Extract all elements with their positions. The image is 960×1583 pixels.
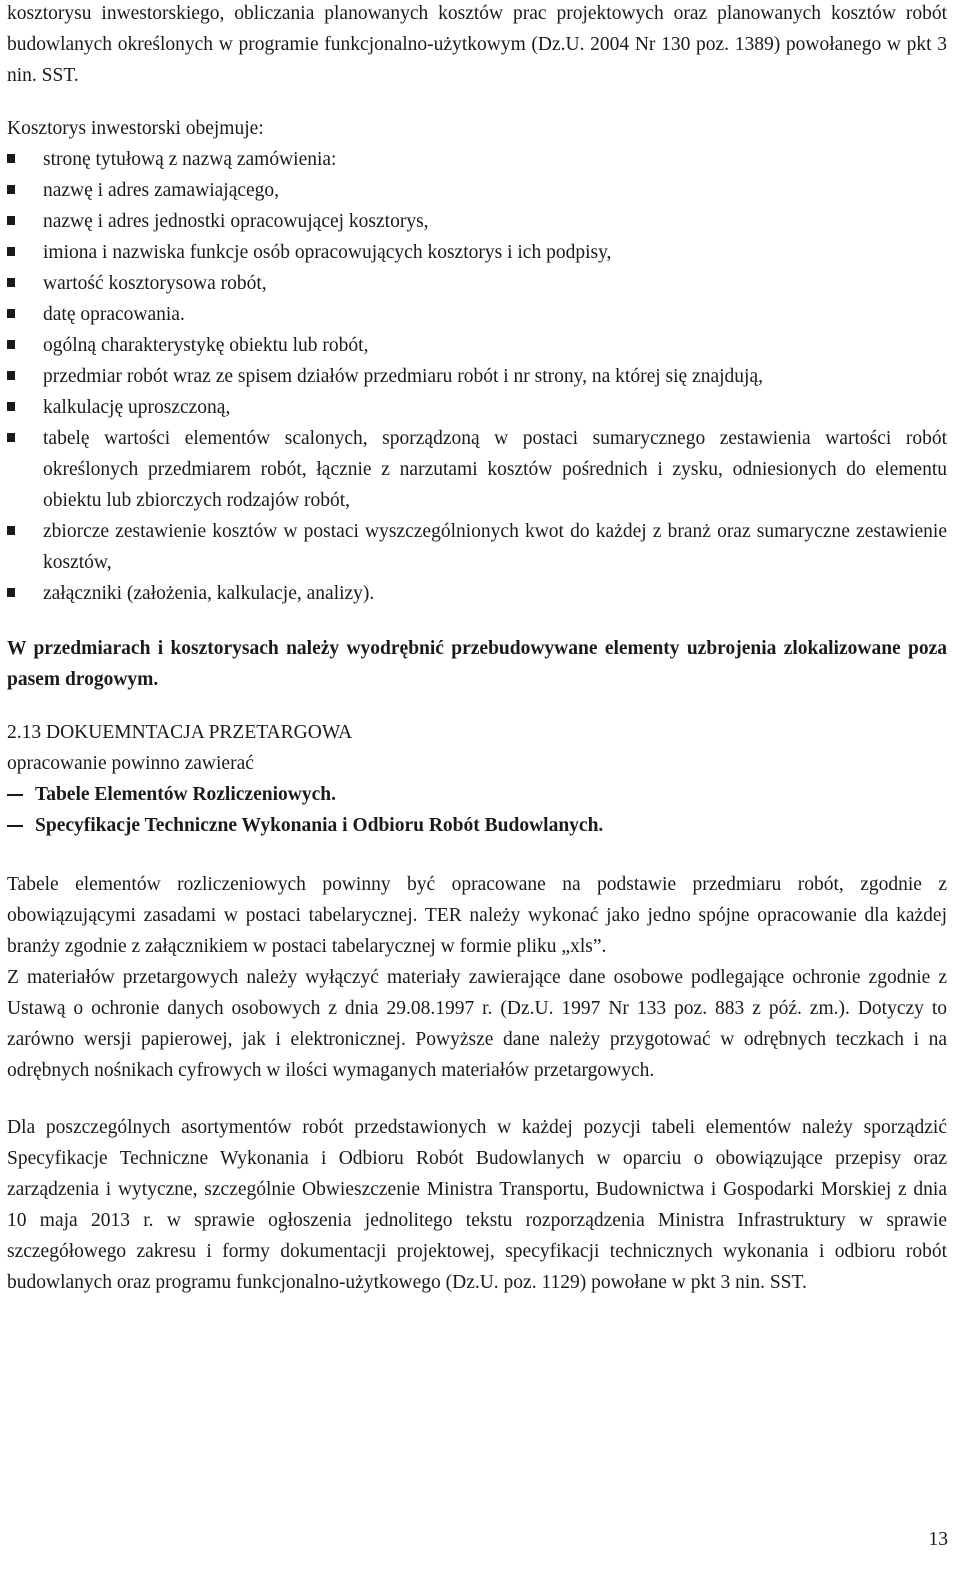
ter-paragraph: Tabele elementów rozliczeniowych powinny być opracowane na podstawie przedmiaru robót, zgodnie z obowiązującymi zasadami w postaci tabelarycznej. TER należy wykonać jako jedno spójne opracowanie dla każdej branży zgodnie z załącznikiem w postaci tabelarycznej w formie pliku „xls”.	[7, 874, 947, 957]
dash-bullet-icon	[7, 794, 23, 796]
list-item-text: imiona i nazwiska funkcje osób opracowujących kosztorys i ich podpisy,	[43, 242, 612, 263]
intro-paragraph: kosztorysu inwestorskiego, obliczania planowanych kosztów prac projektowych oraz planowanych kosztów robót budowlanych określonych w programie funkcjonalno-użytkowym (Dz.U. 2004 Nr 130 poz. 1389) powołanego w pkt 3 nin. SST.	[7, 3, 947, 86]
list-item-text: kalkulację uproszczoną,	[43, 397, 231, 418]
list-item	[7, 516, 947, 578]
page-number: 13	[928, 1529, 948, 1550]
section-intro: opracowanie powinno zawierać	[7, 753, 254, 774]
list-item-text: ogólną charakterystykę obiektu lub robót,	[43, 335, 369, 356]
list-item	[7, 578, 947, 609]
square-bullet-icon	[7, 309, 15, 318]
square-bullet-icon	[7, 433, 15, 442]
list-item	[7, 206, 947, 237]
materials-paragraph: Z materiałów przetargowych należy wyłączyć materiały zawierające dane osobowe podlegające ochronie zgodnie z Ustawą o ochronie danych osobowych z dnia 29.08.1997 r. (Dz.U. 1997 Nr 133 poz. 883 z póź. zm.). Dotyczy to zarówno wersji papierowej, jak i elektronicznej. Powyższe dane należy przygotować w odrębnych teczkach i na odrębnych nośnikach cyfrowych w ilości wymaganych materiałów przetargowych.	[7, 967, 947, 1081]
list-item	[7, 268, 947, 299]
section-heading: 2.13 DOKUEMNTACJA PRZETARGOWA	[7, 722, 353, 743]
list-item	[7, 361, 947, 392]
list-item	[7, 810, 947, 841]
square-bullet-icon	[7, 278, 15, 287]
list-item	[7, 779, 947, 810]
square-bullet-icon	[7, 154, 15, 163]
square-bullet-icon	[7, 526, 15, 535]
document-page	[7, 0, 947, 1298]
square-bullet-icon	[7, 340, 15, 349]
bold-note: W przedmiarach i kosztorysach należy wyodrębnić przebudowywane elementy uzbrojenia zlokalizowane poza pasem drogowym.	[7, 638, 947, 690]
list-item-text: zbiorcze zestawienie kosztów w postaci wyszczególnionych kwot do każdej z branż oraz sumaryczne zestawienie kosztów,	[43, 521, 947, 573]
list-item	[7, 423, 947, 516]
list-item-text: Tabele Elementów Rozliczeniowych.	[35, 784, 336, 805]
list-item	[7, 175, 947, 206]
kosztorys-list	[7, 144, 947, 609]
square-bullet-icon	[7, 402, 15, 411]
list-item	[7, 392, 947, 423]
list-item-text: załączniki (założenia, kalkulacje, analizy).	[43, 583, 375, 604]
list-item-text: wartość kosztorysowa robót,	[43, 273, 267, 294]
square-bullet-icon	[7, 371, 15, 380]
list-item-text: nazwę i adres zamawiającego,	[43, 180, 280, 201]
square-bullet-icon	[7, 588, 15, 597]
specs-paragraph: Dla poszczególnych asortymentów robót przedstawionych w każdej pozycji tabeli elementów należy sporządzić Specyfikacje Techniczne Wykonania i Odbioru Robót Budowlanych w oparciu o obowiązujące przepisy oraz zarządzenia i wytyczne, szczególnie Obwieszczenie Ministra Transportu, Budownictwa i Gospodarki Morskiej z dnia 10 maja 2013 r. w sprawie ogłoszenia jednolitego tekstu rozporządzenia Ministra Infrastruktury w sprawie szczegółowego zakresu i formy dokumentacji projektowej, specyfikacji technicznych wykonania i odbioru robót budowlanych oraz programu funkcjonalno-użytkowego (Dz.U. poz. 1129) powołane w pkt 3 nin. SST.	[7, 1117, 947, 1293]
list-item	[7, 299, 947, 330]
square-bullet-icon	[7, 185, 15, 194]
list-item-text: stronę tytułową z nazwą zamówienia:	[43, 149, 337, 170]
list-item	[7, 144, 947, 175]
list-item	[7, 237, 947, 268]
list-item-text: datę opracowania.	[43, 304, 185, 325]
section-list	[7, 779, 947, 841]
kosztorys-heading: Kosztorys inwestorski obejmuje:	[7, 118, 264, 139]
list-item-text: tabelę wartości elementów scalonych, sporządzoną w postaci sumarycznego zestawienia wartości robót określonych przedmiarem robót, łącznie z narzutami kosztów pośrednich i zysku, odniesionych do elementu obiektu lub zbiorczych rodzajów robót,	[43, 428, 947, 511]
list-item-text: Specyfikacje Techniczne Wykonania i Odbioru Robót Budowlanych.	[35, 815, 604, 836]
square-bullet-icon	[7, 247, 15, 256]
list-item-text: przedmiar robót wraz ze spisem działów przedmiaru robót i nr strony, na której się znajdują,	[43, 366, 763, 387]
list-item	[7, 330, 947, 361]
square-bullet-icon	[7, 216, 15, 225]
list-item-text: nazwę i adres jednostki opracowującej kosztorys,	[43, 211, 429, 232]
dash-bullet-icon	[7, 825, 23, 827]
